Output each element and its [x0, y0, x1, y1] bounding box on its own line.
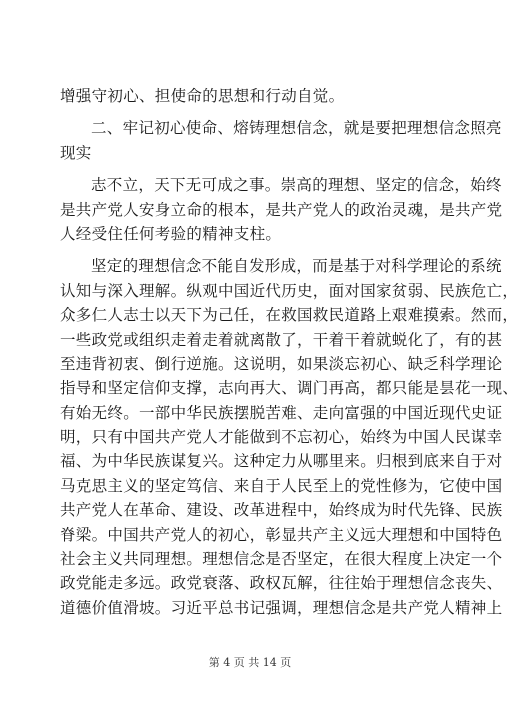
document-body [60, 84, 518, 620]
text-line: 政党能走多远。政党衰落、政权瓦解，往往始于理想信念丧失、 [60, 574, 503, 593]
text-line: 坚定的理想信念不能自发形成，而是基于对科学理论的系统 [91, 257, 502, 276]
page-number-footer: 第 4 页 共 14 页 [208, 656, 292, 669]
text-line: 志不立，天下无可成之事。崇高的理想、坚定的信念，始终 [91, 176, 502, 195]
text-line: 是共产党人安身立命的根本，是共产党人的政治灵魂，是共产党 [60, 200, 503, 219]
text-line: 众多仁人志士以天下为己任，在救国救民道路上艰难摸索。然而， [60, 306, 518, 325]
text-line: 共产党人在革命、建设、改革进程中，始终成为时代先锋、民族 [60, 501, 503, 520]
text-line: 脊梁。中国共产党人的初心，彰显共产主义远大理想和中国特色 [60, 525, 503, 544]
text-line: 有始无终。一部中华民族摆脱苦难、走向富强的中国近现代史证 [60, 403, 503, 422]
text-line: 至违背初衷、倒行逆施。这说明，如果淡忘初心、缺乏科学理论 [60, 354, 503, 373]
text-line: 福、为中华民族谋复兴。这种定力从哪里来。归根到底来自于对 [60, 452, 503, 471]
text-line: 人经受住任何考验的精神支柱。 [60, 224, 282, 243]
text-line: 明，只有中国共产党人才能做到不忘初心，始终为中国人民谋幸 [60, 428, 503, 447]
text-line: 一些政党或组织走着走着就离散了，干着干着就蜕化了，有的甚 [60, 330, 503, 349]
text-line: 认知与深入理解。纵观中国近代历史，面对国家贫弱、民族危亡， [60, 281, 518, 300]
text-line: 马克思主义的坚定笃信、来自于人民至上的党性修为，它使中国 [60, 476, 503, 495]
text-line: 道德价值滑坡。习近平总书记强调，理想信念是共产党人精神上 [60, 598, 503, 617]
section-heading-line: 二、牢记初心使命、熔铸理想信念，就是要把理想信念照亮 [91, 119, 502, 138]
text-line: 指导和坚定信仰支撑，志向再大、调门再高，都只能是昙花一现、 [60, 379, 518, 398]
section-heading-line: 现实 [60, 143, 92, 162]
text-line: 增强守初心、担使命的思想和行动自觉。 [60, 87, 345, 105]
text-line: 社会主义共同理想。理想信念是否坚定，在很大程度上决定一个 [60, 550, 503, 569]
